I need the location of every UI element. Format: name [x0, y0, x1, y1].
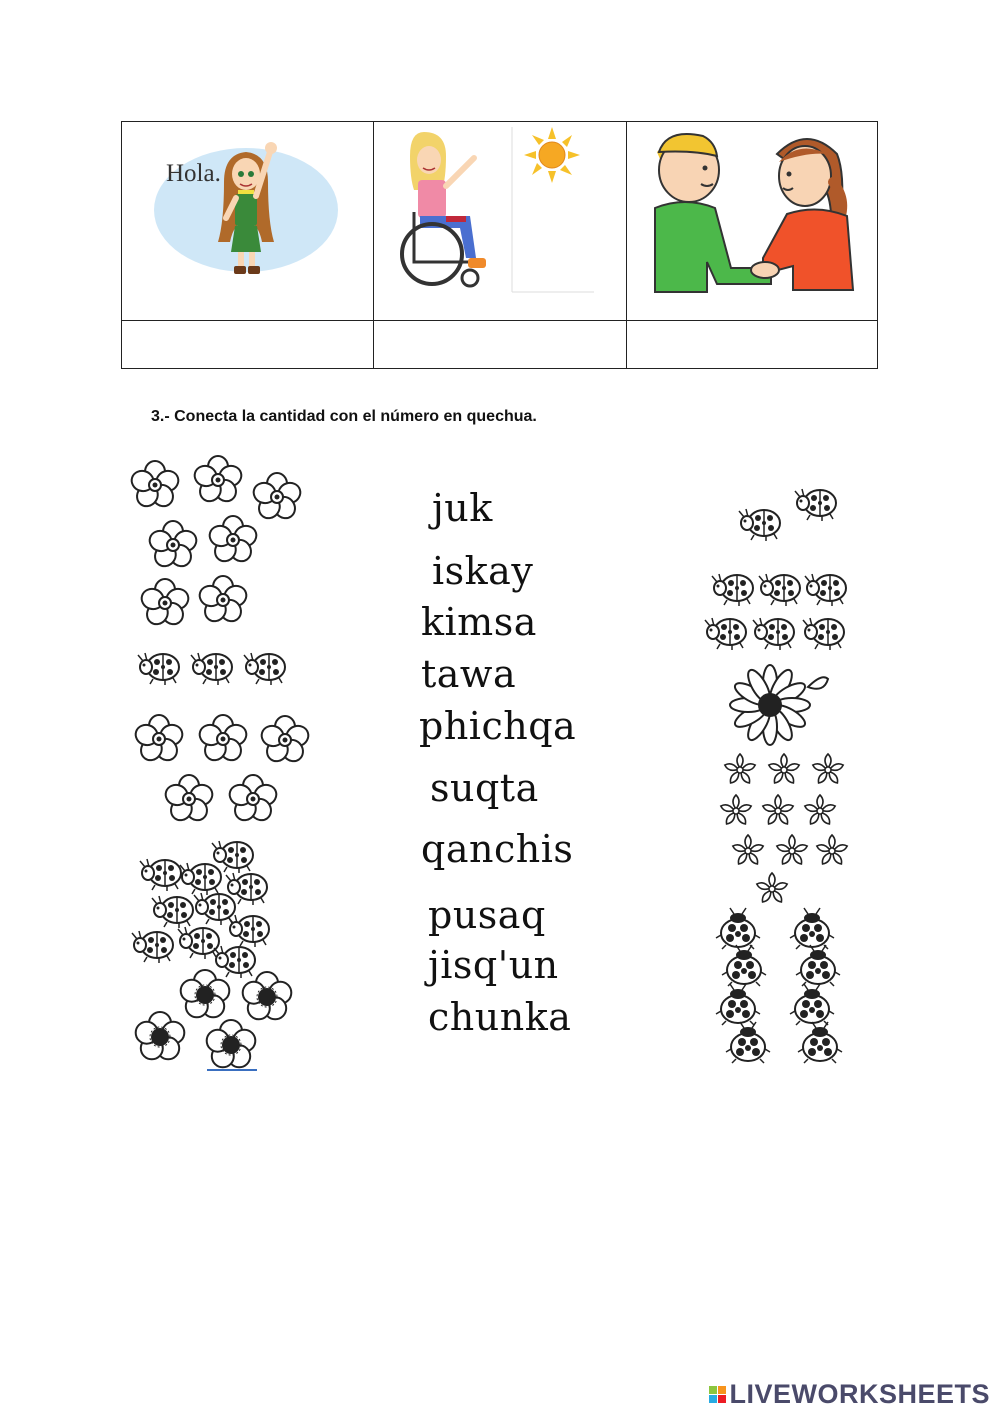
- flower-icon: [207, 516, 259, 565]
- ladybug-group-6: [705, 574, 846, 650]
- ladybug-icon: [180, 863, 221, 895]
- flower-icon: [197, 576, 249, 625]
- flower-icon: [724, 754, 756, 785]
- ladybug-group-2: [739, 489, 836, 541]
- ladybug-icon: [138, 653, 179, 685]
- flower-icon: [804, 795, 836, 826]
- flower-icon: [181, 970, 230, 1017]
- picture-cell-good-day: [374, 122, 627, 321]
- picture-cell-handshake: [627, 122, 878, 321]
- answer-box-1[interactable]: [122, 321, 374, 368]
- flower-icon: [227, 775, 279, 824]
- word-suqta[interactable]: suqta: [430, 766, 539, 810]
- flower-icon: [251, 473, 303, 522]
- girl-waving-hello-image: [122, 122, 374, 321]
- ladybug-icon: [798, 1022, 842, 1063]
- ladybug-icon: [805, 574, 846, 606]
- word-iskay[interactable]: iskay: [432, 549, 534, 593]
- girl-wheelchair-sun-image: [374, 122, 627, 321]
- answer-box-2[interactable]: [374, 321, 627, 368]
- ladybug-icon: [152, 896, 193, 928]
- flower-icon: [732, 835, 764, 866]
- word-pusaq[interactable]: pusaq: [428, 893, 546, 937]
- flower-group-10: [720, 754, 848, 904]
- right-counting-pictures: [700, 465, 870, 1075]
- ladybug-icon: [244, 653, 285, 685]
- ladybug-icon: [759, 574, 800, 606]
- exercise-instruction: 3.- Conecta la cantidad con el número en quechua.: [151, 408, 537, 425]
- flower-group-5: [133, 715, 311, 824]
- word-phichqa[interactable]: phichqa: [419, 704, 577, 748]
- ladybug-icon: [705, 618, 746, 650]
- ladybug-icon: [803, 618, 844, 650]
- flower-icon: [756, 873, 788, 904]
- flower-icon: [259, 716, 311, 765]
- flower-icon: [243, 972, 292, 1019]
- flower-icon: [133, 715, 185, 764]
- flower-icon: [129, 461, 181, 510]
- sun-icon: [524, 127, 580, 183]
- ladybug-icon: [228, 915, 269, 947]
- ladybug-icon: [716, 908, 760, 949]
- liveworksheets-logo: [709, 1379, 990, 1410]
- ladybug-icon: [739, 509, 780, 541]
- ladybug-icon: [753, 618, 794, 650]
- picture-table: [121, 121, 878, 369]
- flower-icon: [762, 795, 794, 826]
- flower-icon: [720, 795, 752, 826]
- ladybug-icon: [132, 931, 173, 963]
- left-counting-pictures: [125, 455, 325, 1080]
- ladybug-group-8: [716, 908, 842, 1063]
- flower-icon: [147, 521, 199, 570]
- ladybug-icon: [191, 653, 232, 685]
- answer-box-3[interactable]: [627, 321, 878, 368]
- flower-icon: [139, 579, 191, 628]
- ladybug-icon: [726, 1022, 770, 1063]
- ladybug-icon: [790, 908, 834, 949]
- ladybug-icon: [140, 859, 181, 891]
- hello-caption: Hola.: [166, 160, 221, 187]
- flower-icon: [768, 754, 800, 785]
- flower-group-4: [136, 970, 292, 1067]
- ladybug-group-10: [132, 841, 269, 978]
- ladybug-icon: [716, 984, 760, 1025]
- ladybug-icon: [178, 927, 219, 959]
- ladybug-icon: [194, 893, 235, 925]
- word-chunka[interactable]: chunka: [428, 995, 572, 1039]
- flower-icon: [136, 1012, 185, 1059]
- flower-icon: [816, 835, 848, 866]
- brand-name: LIVEWORKSHEETS: [729, 1379, 990, 1409]
- flower-icon: [163, 775, 215, 824]
- ladybug-icon: [796, 945, 840, 986]
- word-juk[interactable]: juk: [432, 486, 493, 530]
- flower-icon: [207, 1020, 256, 1067]
- word-kimsa[interactable]: kimsa: [421, 600, 537, 644]
- flower-group-1: [730, 665, 828, 745]
- handshake-image: [627, 122, 878, 321]
- flower-icon: [812, 754, 844, 785]
- ladybug-icon: [790, 984, 834, 1025]
- flower-icon: [776, 835, 808, 866]
- ladybug-icon: [712, 574, 753, 606]
- ladybug-icon: [722, 945, 766, 986]
- picture-cell-hello: [122, 122, 374, 321]
- word-tawa[interactable]: tawa: [421, 652, 517, 696]
- flower-icon: [192, 456, 244, 505]
- flower-icon: [197, 715, 249, 764]
- logo-squares-icon: [709, 1386, 726, 1403]
- ladybug-icon: [795, 489, 836, 521]
- word-qanchis[interactable]: qanchis: [421, 827, 574, 871]
- flower-group-7: [129, 456, 303, 628]
- ladybug-group-3: [138, 653, 285, 685]
- ladybug-icon: [214, 946, 255, 978]
- word-jisqun[interactable]: jisq'un: [428, 943, 559, 987]
